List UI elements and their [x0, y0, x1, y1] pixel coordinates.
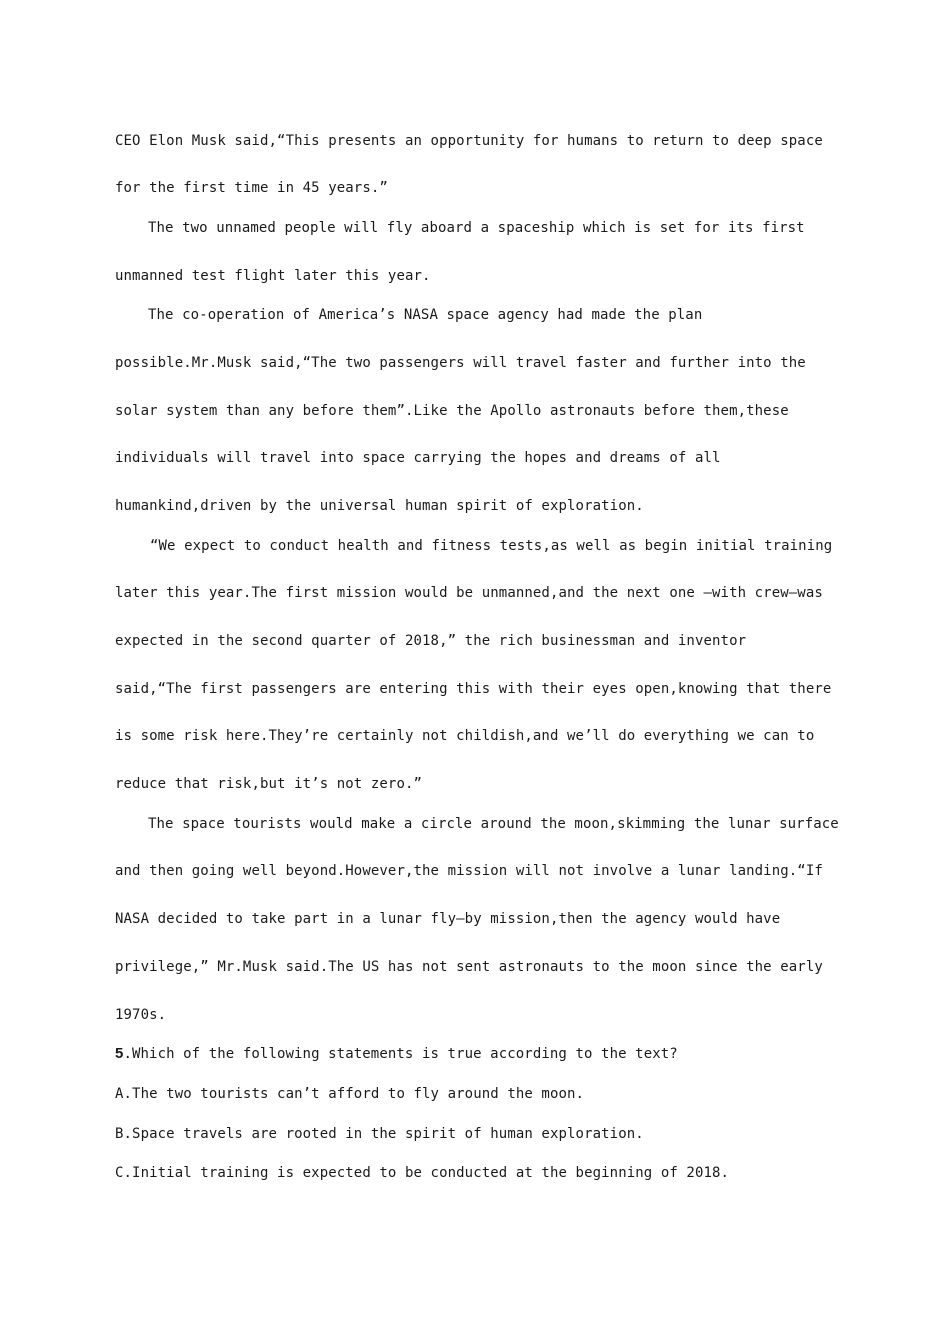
text-line: unmanned test flight later this year.	[115, 268, 431, 284]
text-line: NASA decided to take part in a lunar fly—by mission,then the agency would have	[115, 911, 781, 927]
text-line: individuals will travel into space carrying the hopes and dreams of all	[115, 450, 721, 466]
text-line: reduce that risk,but it’s not zero.”	[115, 776, 423, 792]
text-line: The two unnamed people will fly aboard a spaceship which is set for its first	[148, 220, 805, 236]
text-line: privilege,” Mr.Musk said.The US has not sent astronauts to the moon since the early	[115, 959, 823, 975]
text-line: 1970s.	[115, 1007, 167, 1023]
text-line: solar system than any before them”.Like the Apollo astronauts before them,these	[115, 403, 789, 419]
question-number: 5	[115, 1045, 124, 1062]
text-line: “We expect to conduct health and fitness tests,as well as begin initial training	[150, 538, 833, 554]
question-text: .Which of the following statements is true according to the text?	[123, 1046, 678, 1062]
text-line: later this year.The first mission would be unmanned,and the next one —with crew—was	[115, 585, 823, 601]
text-line: CEO Elon Musk said,“This presents an opportunity for humans to return to deep space	[115, 133, 823, 149]
option-a: A.The two tourists can’t afford to fly around the moon.	[115, 1086, 585, 1102]
text-line: humankind,driven by the universal human spirit of exploration.	[115, 498, 644, 514]
text-line: possible.Mr.Musk said,“The two passengers will travel faster and further into the	[115, 355, 806, 371]
text-line: expected in the second quarter of 2018,” the rich businessman and inventor	[115, 633, 747, 649]
text-line: said,“The first passengers are entering this with their eyes open,knowing that there	[115, 681, 832, 697]
text-line: The co-operation of America’s NASA space agency had made the plan	[148, 307, 703, 323]
question-stem	[115, 1045, 678, 1063]
text-line: and then going well beyond.However,the mission will not involve a lunar landing.“If	[115, 863, 823, 879]
option-c: C.Initial training is expected to be conducted at the beginning of 2018.	[115, 1165, 730, 1181]
text-line: The space tourists would make a circle around the moon,skimming the lunar surface	[148, 816, 839, 832]
text-line: for the first time in 45 years.”	[115, 180, 388, 196]
option-b: B.Space travels are rooted in the spirit of human exploration.	[115, 1126, 644, 1142]
text-line: is some risk here.They’re certainly not childish,and we’ll do everything we can to	[115, 728, 815, 744]
